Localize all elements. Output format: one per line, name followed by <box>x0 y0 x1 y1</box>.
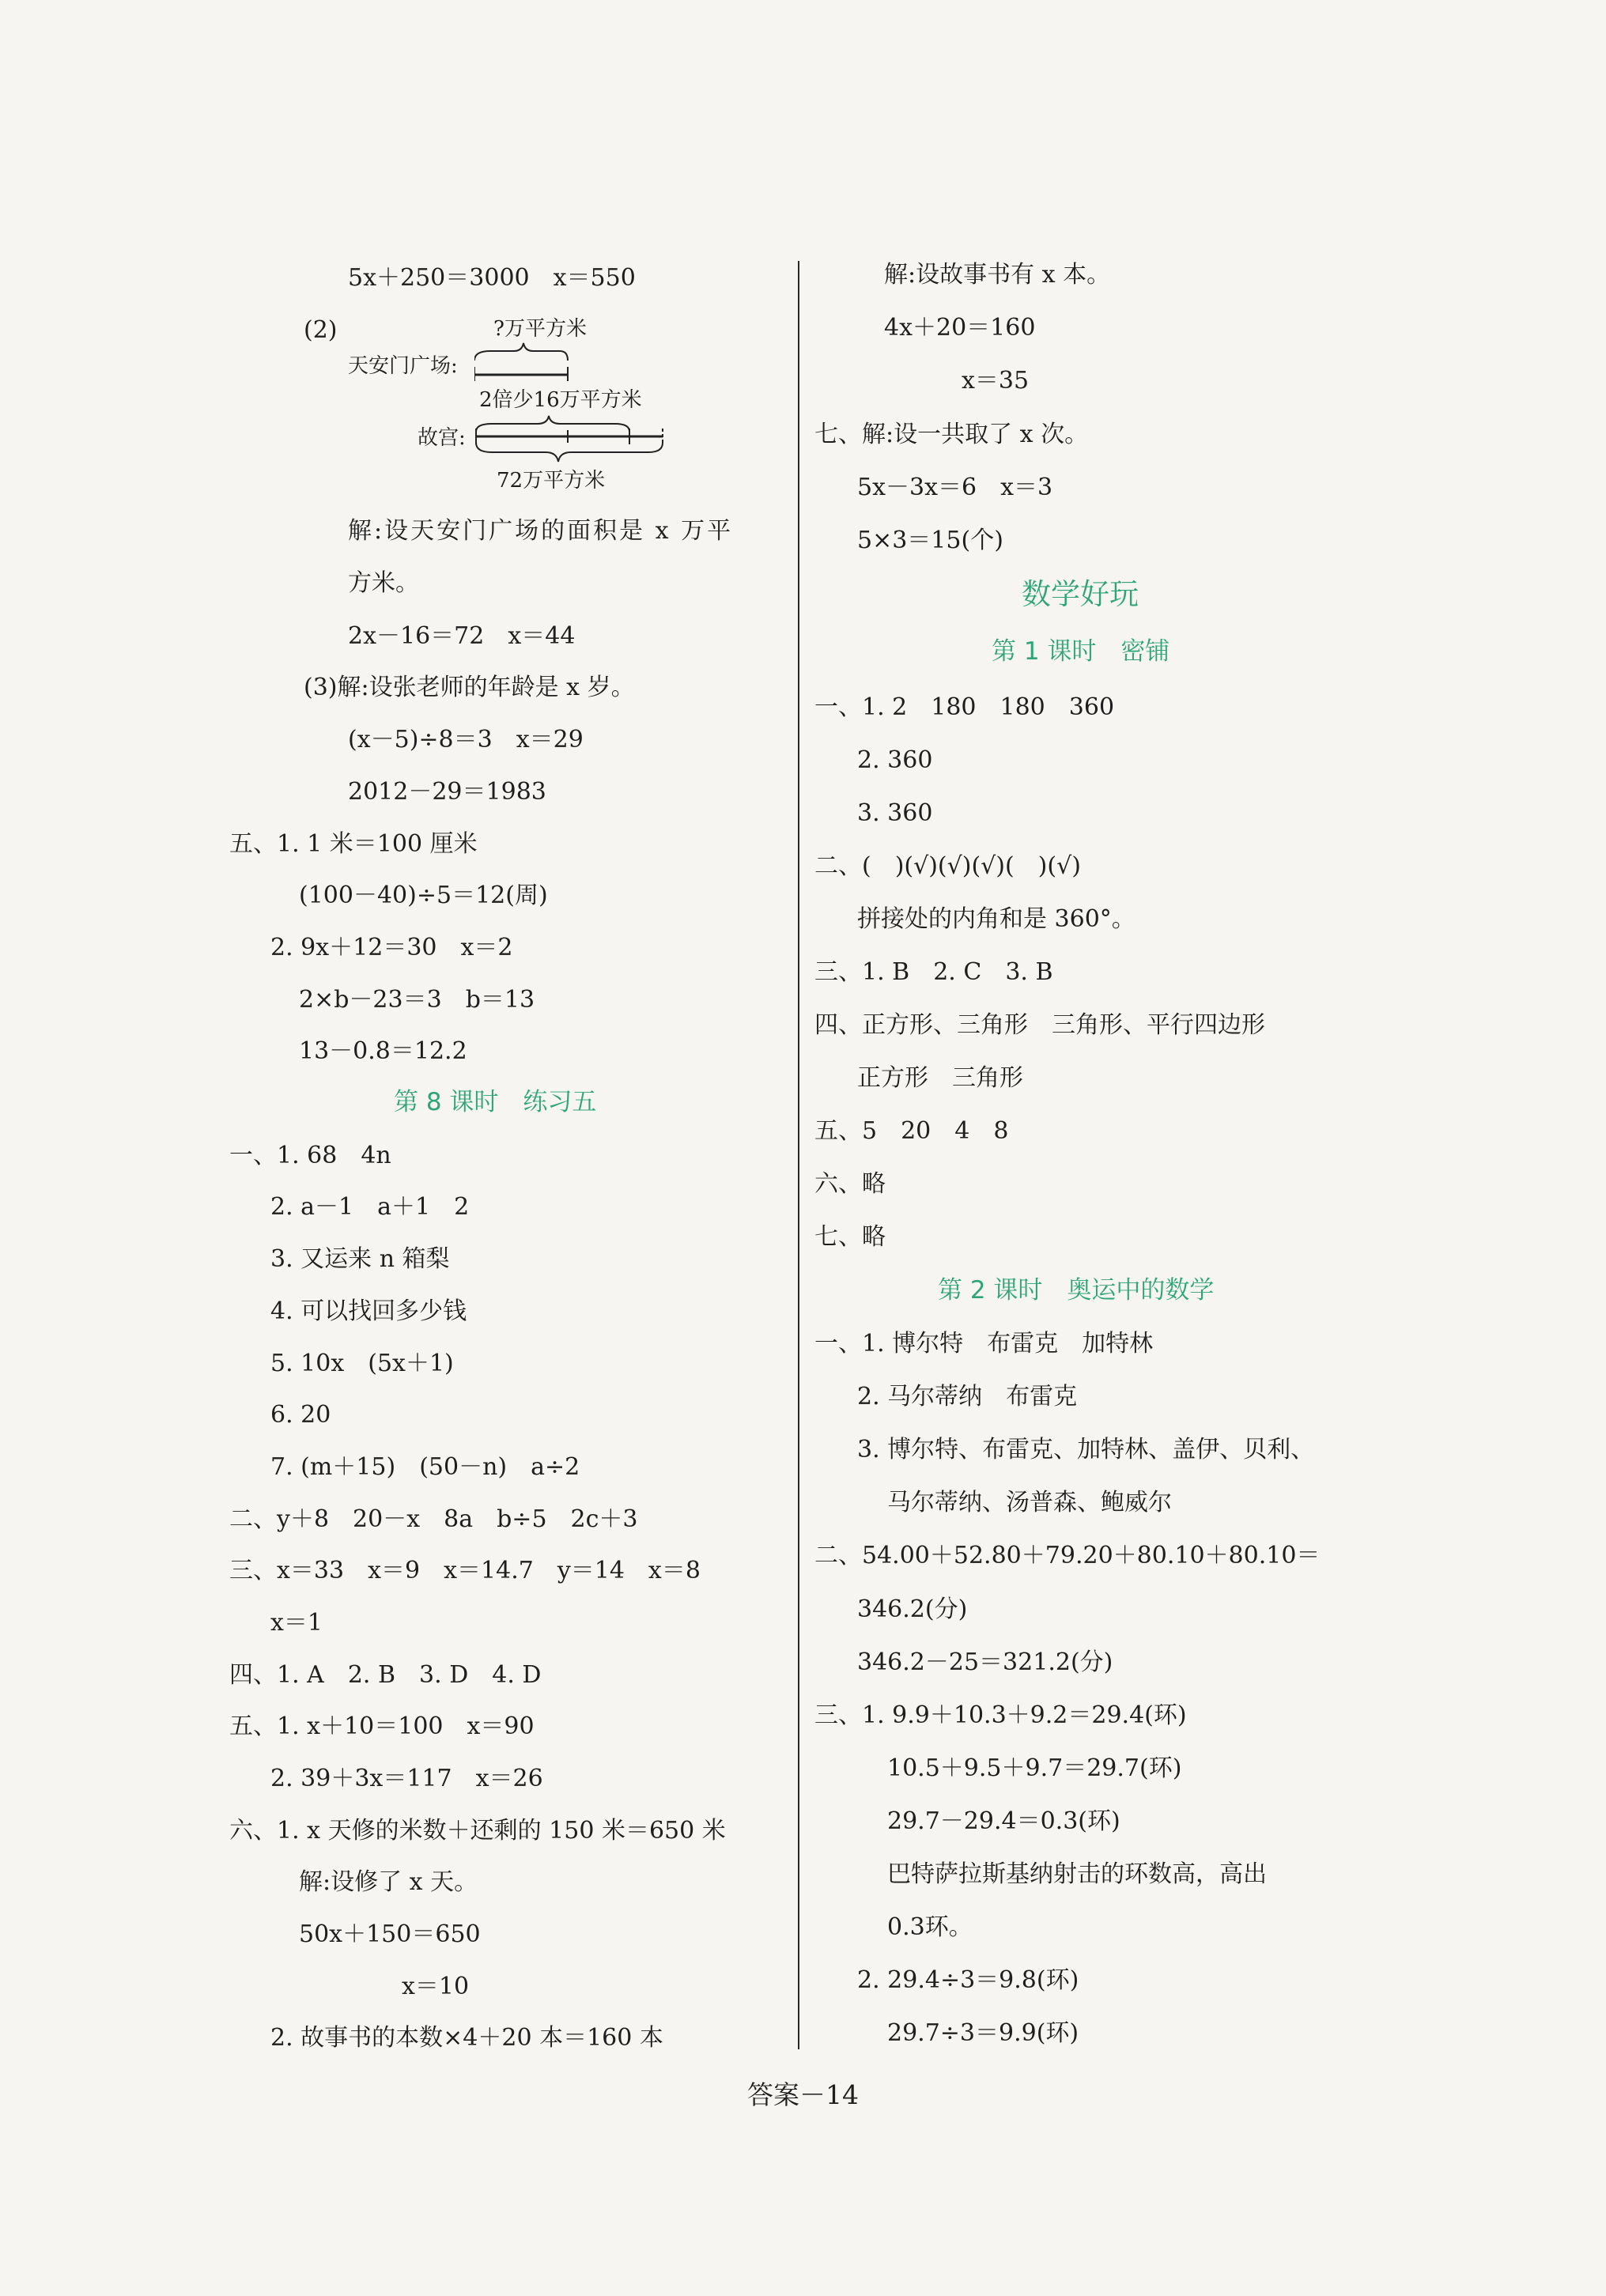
text-line: 2. 39＋3x＝117 x＝26 <box>270 1765 543 1792</box>
page-number: 答案－14 <box>747 2079 859 2110</box>
text-line: 一、1. 68 4n <box>229 1142 391 1169</box>
text-line: 346.2－25＝321.2(分) <box>857 1648 1113 1676</box>
text-line: 巴特萨拉斯基纳射击的环数高，高出 <box>887 1860 1267 1888</box>
text-line: 六、1. x 天修的米数＋还剩的 150 米＝650 米 <box>229 1817 726 1845</box>
text-line: 三、1. B 2. C 3. B <box>814 958 1053 986</box>
text-line: 二、y＋8 20－x 8a b÷5 2c＋3 <box>229 1505 638 1533</box>
text-line: 六、略 <box>814 1170 886 1198</box>
diagram-row1-label: 天安门广场: <box>348 354 458 378</box>
text-line: 2. a－1 a＋1 2 <box>270 1193 470 1221</box>
text-line: 四、正方形、三角形 三角形、平行四边形 <box>814 1011 1265 1039</box>
diagram-top-label: ?万平方米 <box>493 317 587 341</box>
text-line: 一、1. 2 180 180 360 <box>814 693 1115 721</box>
diagram-bottom-label: 72万平方米 <box>497 469 606 493</box>
text-line: 解:设修了 x 天。 <box>299 1868 478 1896</box>
text-line: x＝1 <box>270 1609 323 1637</box>
text-line: 马尔蒂纳、汤普森、鲍威尔 <box>887 1489 1172 1516</box>
text-line: 解:设天安门广场的面积是 x 万平 <box>348 517 734 545</box>
text-line: 2. 故事书的本数×4＋20 本＝160 本 <box>270 2024 663 2052</box>
text-line: (3)解:设张老师的年龄是 x 岁。 <box>304 674 635 701</box>
text-line: 13－0.8＝12.2 <box>299 1037 467 1065</box>
text-line: 五、1. x＋10＝100 x＝90 <box>229 1713 535 1740</box>
text-line: 解:设故事书有 x 本。 <box>884 261 1111 289</box>
section-title: 数学好玩 <box>1022 577 1139 611</box>
line-segment-diagram <box>474 330 672 465</box>
text-line: 2. 360 <box>857 746 933 774</box>
text-line: 4. 可以找回多少钱 <box>270 1297 467 1325</box>
text-line: 4x＋20＝160 <box>884 314 1036 342</box>
text-line: 5x＋250＝3000 x＝550 <box>348 264 636 292</box>
text-line: 5×3＝15(个) <box>857 527 1003 554</box>
text-line: 10.5＋9.5＋9.7＝29.7(环) <box>887 1754 1182 1782</box>
text-line: 一、1. 博尔特 布雷克 加特林 <box>814 1330 1154 1358</box>
text-line: 拼接处的内角和是 360°。 <box>857 905 1136 933</box>
text-line: 2012－29＝1983 <box>348 778 546 806</box>
text-line: 6. 20 <box>270 1401 331 1429</box>
text-line: 七、略 <box>814 1223 886 1251</box>
text-line: 2. 9x＋12＝30 x＝2 <box>270 934 513 961</box>
text-line: 3. 博尔特、布雷克、加特林、盖伊、贝利、 <box>857 1436 1315 1463</box>
text-line: 0.3环。 <box>887 1913 973 1941</box>
text-line: 7. (m＋15) (50－n) a÷2 <box>270 1453 580 1481</box>
text-line: x＝10 <box>402 1973 470 2000</box>
text-line: 2x－16＝72 x＝44 <box>348 622 576 650</box>
text-line: 四、1. A 2. B 3. D 4. D <box>229 1661 542 1689</box>
lesson-heading: 第 8 课时 练习五 <box>394 1088 597 1116</box>
text-line: 2. 马尔蒂纳 布雷克 <box>857 1383 1078 1410</box>
text-line: 5. 10x (5x＋1) <box>270 1350 454 1377</box>
text-line: (100－40)÷5＝12(周) <box>299 882 548 909</box>
diagram-middle-label: 2倍少16万平方米 <box>479 388 642 412</box>
text-line: 5x－3x＝6 x＝3 <box>857 474 1053 501</box>
text-line: 方米。 <box>348 569 419 597</box>
text-line: 3. 又运来 n 箱梨 <box>270 1245 450 1273</box>
text-line: 七、解:设一共取了 x 次。 <box>814 421 1089 448</box>
text-line: 50x＋150＝650 <box>299 1920 481 1948</box>
text-line: 346.2(分) <box>857 1595 968 1623</box>
text-line: (x－5)÷8＝3 x＝29 <box>348 726 584 753</box>
text-line: 29.7÷3＝9.9(环) <box>887 2019 1079 2047</box>
text-line: 二、54.00＋52.80＋79.20＋80.10＋80.10＝ <box>814 1542 1321 1569</box>
diagram-row2-label: 故宫: <box>418 426 466 450</box>
text-line: 二、( )(√)(√)(√)( )(√) <box>814 852 1081 880</box>
text-line: 五、5 20 4 8 <box>814 1117 1009 1145</box>
column-divider <box>798 261 799 2049</box>
lesson-heading: 第 1 课时 密铺 <box>992 637 1170 666</box>
text-line: x＝35 <box>962 367 1030 395</box>
text-line: 五、1. 1 米＝100 厘米 <box>229 830 478 858</box>
text-line: 三、x＝33 x＝9 x＝14.7 y＝14 x＝8 <box>229 1557 701 1584</box>
text-line: 2. 29.4÷3＝9.8(环) <box>857 1966 1079 1994</box>
text-line: 2×b－23＝3 b＝13 <box>299 986 535 1014</box>
text-line: 三、1. 9.9＋10.3＋9.2＝29.4(环) <box>814 1701 1187 1729</box>
text-line: 正方形 三角形 <box>857 1064 1023 1092</box>
text-line: 29.7－29.4＝0.3(环) <box>887 1807 1120 1835</box>
lesson-heading: 第 2 课时 奥运中的数学 <box>938 1276 1215 1305</box>
text-line: 3. 360 <box>857 799 933 827</box>
text-line: (2) <box>304 316 338 344</box>
